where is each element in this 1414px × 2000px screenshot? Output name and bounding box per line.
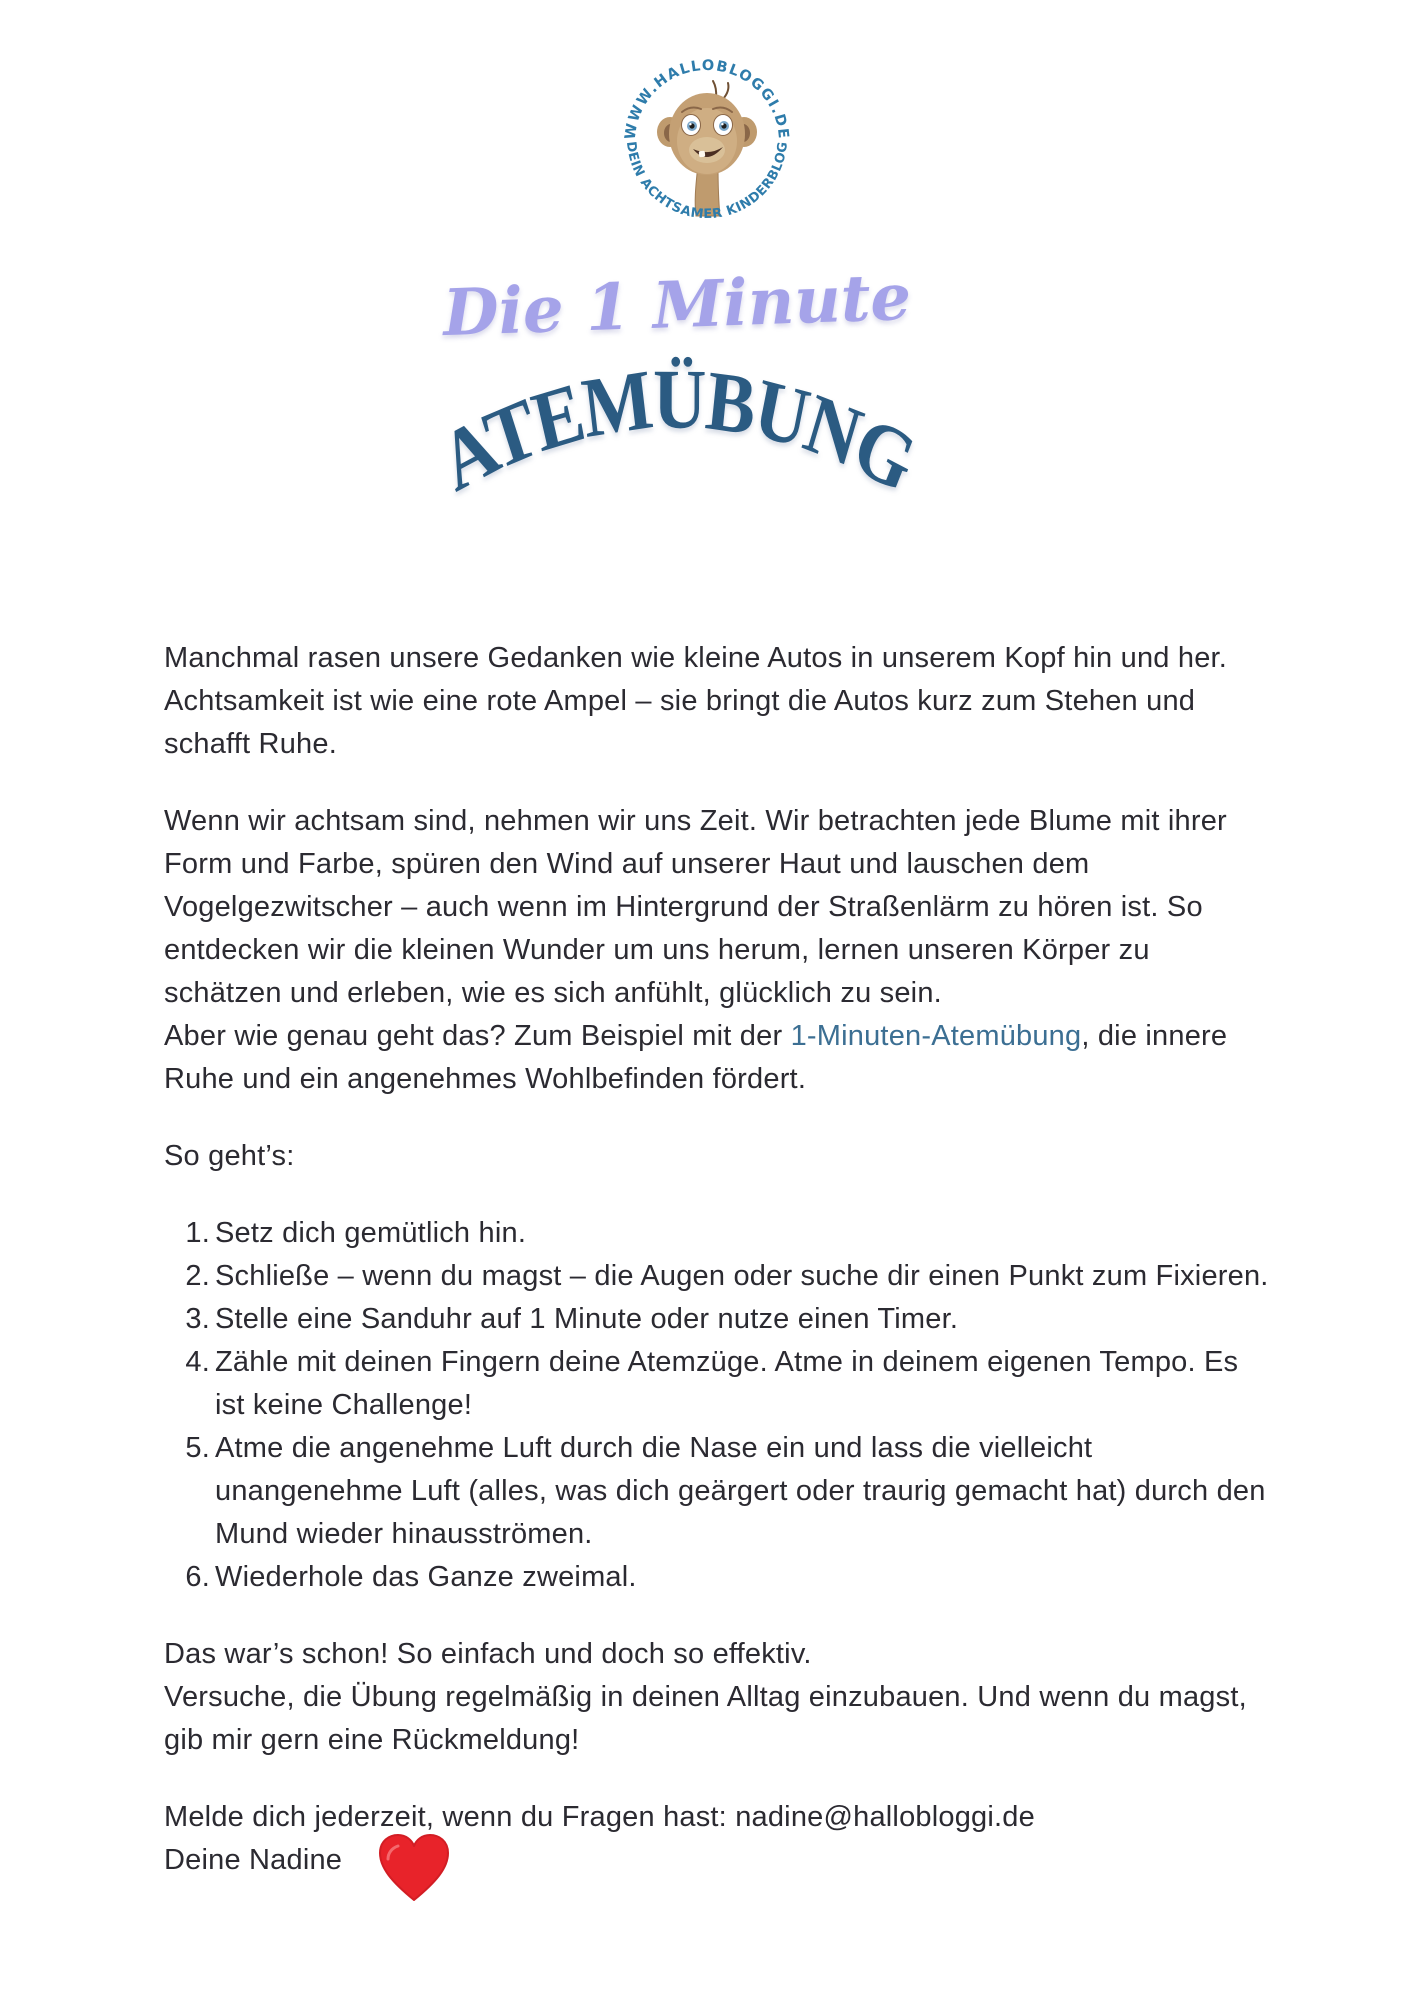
document-body — [164, 637, 1274, 1916]
step-number: 4. — [185, 1346, 210, 1378]
step-number: 2. — [185, 1260, 210, 1292]
signoff-line — [164, 1839, 342, 1882]
step-text: Zähle mit deinen Fingern deine Atemzüge. Atme in deinem eigenen Tempo. Es ist keine Challenge! — [215, 1346, 1239, 1421]
steps-list — [164, 1212, 1274, 1599]
title-block — [0, 259, 1384, 510]
meerkat-logo-graphic — [597, 46, 817, 226]
step-text: Wiederhole das Ganze zweimal. — [215, 1561, 637, 1593]
step-item — [164, 1556, 1274, 1599]
steps-heading: So geht’s: — [164, 1140, 295, 1172]
step-number: 5. — [185, 1432, 210, 1464]
atemuebung-link[interactable]: 1-Minuten-Atemübung — [790, 1020, 1082, 1052]
outro-paragraph — [164, 1633, 1274, 1762]
signoff-text: Deine Nadine — [164, 1844, 343, 1876]
contact-line: Melde dich jederzeit, wenn du Fragen hast: nadine@hallobloggi.de — [164, 1801, 1035, 1833]
step-text: Atme die angenehme Luft durch die Nase ein und lass die vielleicht unangenehme Luft (alles, was dich geärgert oder traurig gemacht hat) durch den Mund wieder hinausströmen. — [215, 1432, 1266, 1550]
meerkat-illustration — [657, 81, 757, 216]
outro-line: Versuche, die Übung regelmäßig in deinen Alltag einzubauen. Und wenn du magst, gib mir gern eine Rückmeldung! — [164, 1681, 1247, 1756]
step-number: 6. — [185, 1561, 210, 1593]
step-item — [164, 1255, 1274, 1298]
step-number: 1. — [185, 1217, 210, 1249]
logo-arc-bottom-text: DEIN ACHTSAMER KINDERBLOG — [622, 140, 792, 223]
step-item — [164, 1298, 1274, 1341]
step-text: Stelle eine Sanduhr auf 1 Minute oder nutze einen Timer. — [215, 1303, 959, 1335]
mindfulness-paragraph — [164, 800, 1274, 1101]
step-item — [164, 1427, 1274, 1556]
step-item — [164, 1212, 1274, 1255]
contact-paragraph — [164, 1796, 1274, 1882]
title-arched-text — [427, 346, 927, 519]
logo-arc-top-text: WWW.HALLOBLOGGI.DE — [622, 57, 792, 141]
paragraph-text: Wenn wir achtsam sind, nehmen wir uns Zeit. Wir betrachten jede Blume mit ihrer Form und Farbe, spüren den Wind auf unserer Haut und lauschen dem Vogelgezwitscher – auch wenn im Hintergrund der Straßenlärm zu hören ist. So entdecken wir die kleinen Wunder um uns herum, lernen unseren Körper zu schätzen und erleben, wie es sich anfühlt, glücklich zu sein. — [164, 805, 1227, 1009]
hallobloggi-logo — [597, 46, 817, 231]
step-item — [164, 1341, 1274, 1427]
step-text: Schließe – wenn du magst – die Augen oder suche dir einen Punkt zum Fixieren. — [215, 1260, 1269, 1292]
paragraph-text: , die innere Ruhe und ein angenehmes Wohlbefinden fördert. — [164, 1020, 1228, 1095]
step-number: 3. — [185, 1303, 210, 1335]
title-script-text: Die 1 Minute — [441, 259, 913, 352]
intro-paragraph: Manchmal rasen unsere Gedanken wie kleine Autos in unserem Kopf hin und her. Achtsamkeit ist wie eine rote Ampel – sie bringt die Autos kurz zum Stehen und schafft Ruhe. — [164, 642, 1228, 760]
svg-text:ATEMÜBUNG: ATEMÜBUNG — [428, 352, 926, 510]
step-text: Setz dich gemütlich hin. — [215, 1217, 527, 1249]
heart-icon — [376, 1832, 452, 1904]
paragraph-text: Aber wie genau geht das? Zum Beispiel mit der — [164, 1020, 791, 1052]
outro-line: Das war’s schon! So einfach und doch so effektiv. — [164, 1638, 812, 1670]
